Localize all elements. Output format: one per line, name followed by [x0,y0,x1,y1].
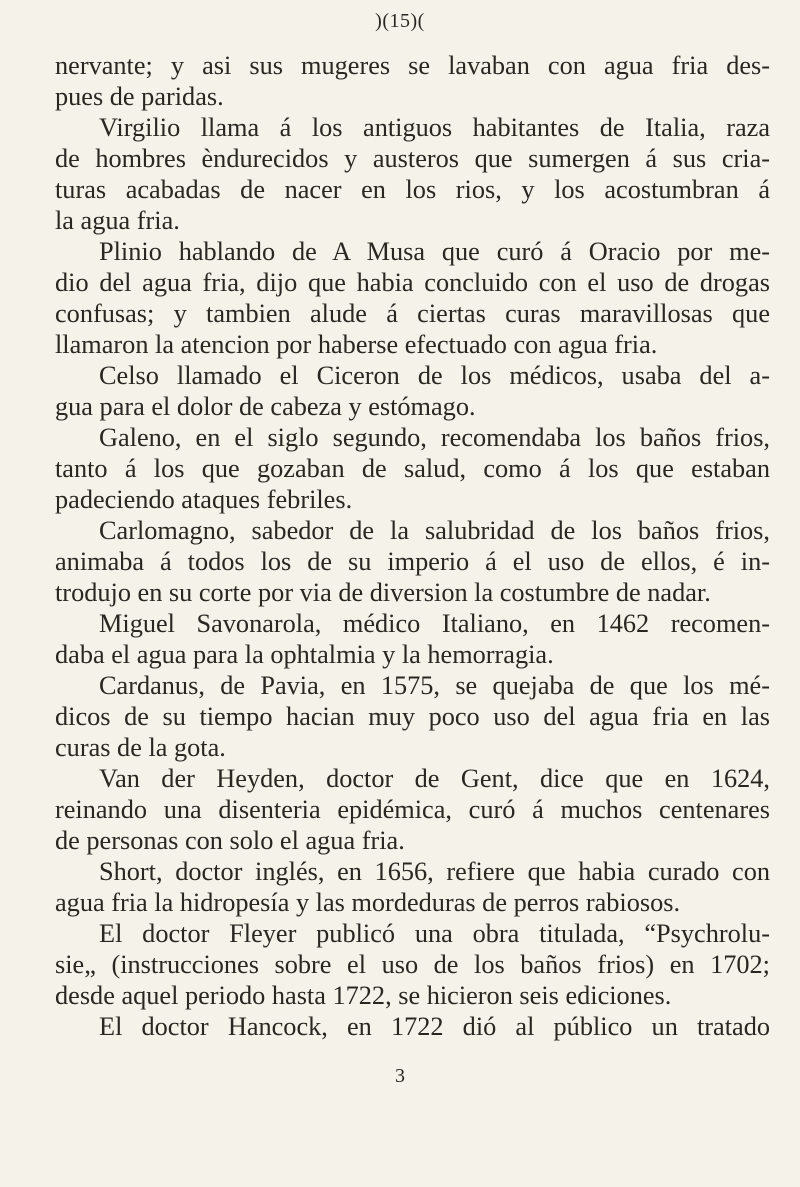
text-line: padeciendo ataques febriles. [55,485,353,514]
text-line: reinando una disenteria epidémica, curó á muchos centenares [55,795,770,824]
text-line: confusas; y tambien alude á ciertas curas maravillosas que [55,299,770,328]
page-number: )(15)( [375,10,425,32]
text-line: Van der Heyden, doctor de Gent, dice que en 1624, [99,764,770,793]
text-line: Carlomagno, sabedor de la salubridad de los baños frios, [99,516,770,545]
text-line: Virgilio llama á los antiguos habitantes de Italia, raza [99,113,770,142]
text-line: El doctor Fleyer publicó una obra titulada, “Psychrolu- [99,919,770,948]
text-line: Miguel Savonarola, médico Italiano, en 1462 recomen- [99,609,770,638]
text-line: Plinio hablando de A Musa que curó á Oracio por me- [99,237,770,266]
text-line: dicos de su tiempo hacian muy poco uso del agua fria en las [55,702,770,731]
text-line: daba el agua para la ophtalmia y la hemorragia. [55,640,554,669]
text-line: la agua fria. [55,206,180,235]
text-line: agua fria la hidropesía y las mordeduras de perros rabiosos. [55,888,681,917]
text-line: pues de paridas. [55,82,224,111]
text-line: de hombres èndurecidos y austeros que sumergen á sus cria- [55,144,770,173]
text-line: tanto á los que gozaban de salud, como á los que estaban [55,454,770,483]
text-line: Galeno, en el siglo segundo, recomendaba los baños frios, [99,423,770,452]
text-line: llamaron la atencion por haberse efectuado con agua fria. [55,330,658,359]
text-line: dio del agua fria, dijo que habia concluido con el uso de drogas [55,268,770,297]
text-line: El doctor Hancock, en 1722 dió al público un tratado [99,1012,770,1041]
text-line: gua para el dolor de cabeza y estómago. [55,392,476,421]
text-line: de personas con solo el agua fria. [55,826,405,855]
body-text [55,50,770,1042]
text-line: curas de la gota. [55,733,226,762]
text-line: sie„ (instrucciones sobre el uso de los baños frios) en 1702; [55,950,770,979]
signature-mark: 3 [395,1065,405,1087]
text-line: animaba á todos los de su imperio á el uso de ellos, é in- [55,547,770,576]
text-line: Cardanus, de Pavia, en 1575, se quejaba de que los mé- [99,671,770,700]
text-line: desde aquel periodo hasta 1722, se hicieron seis ediciones. [55,981,672,1010]
text-line: trodujo en su corte por via de diversion la costumbre de nadar. [55,578,711,607]
text-line: nervante; y asi sus mugeres se lavaban con agua fria des- [55,51,770,80]
text-line: Celso llamado el Ciceron de los médicos, usaba del a- [99,361,770,390]
text-line: Short, doctor inglés, en 1656, refiere que habia curado con [99,857,770,886]
text-line: turas acabadas de nacer en los rios, y los acostumbran á [55,175,770,204]
